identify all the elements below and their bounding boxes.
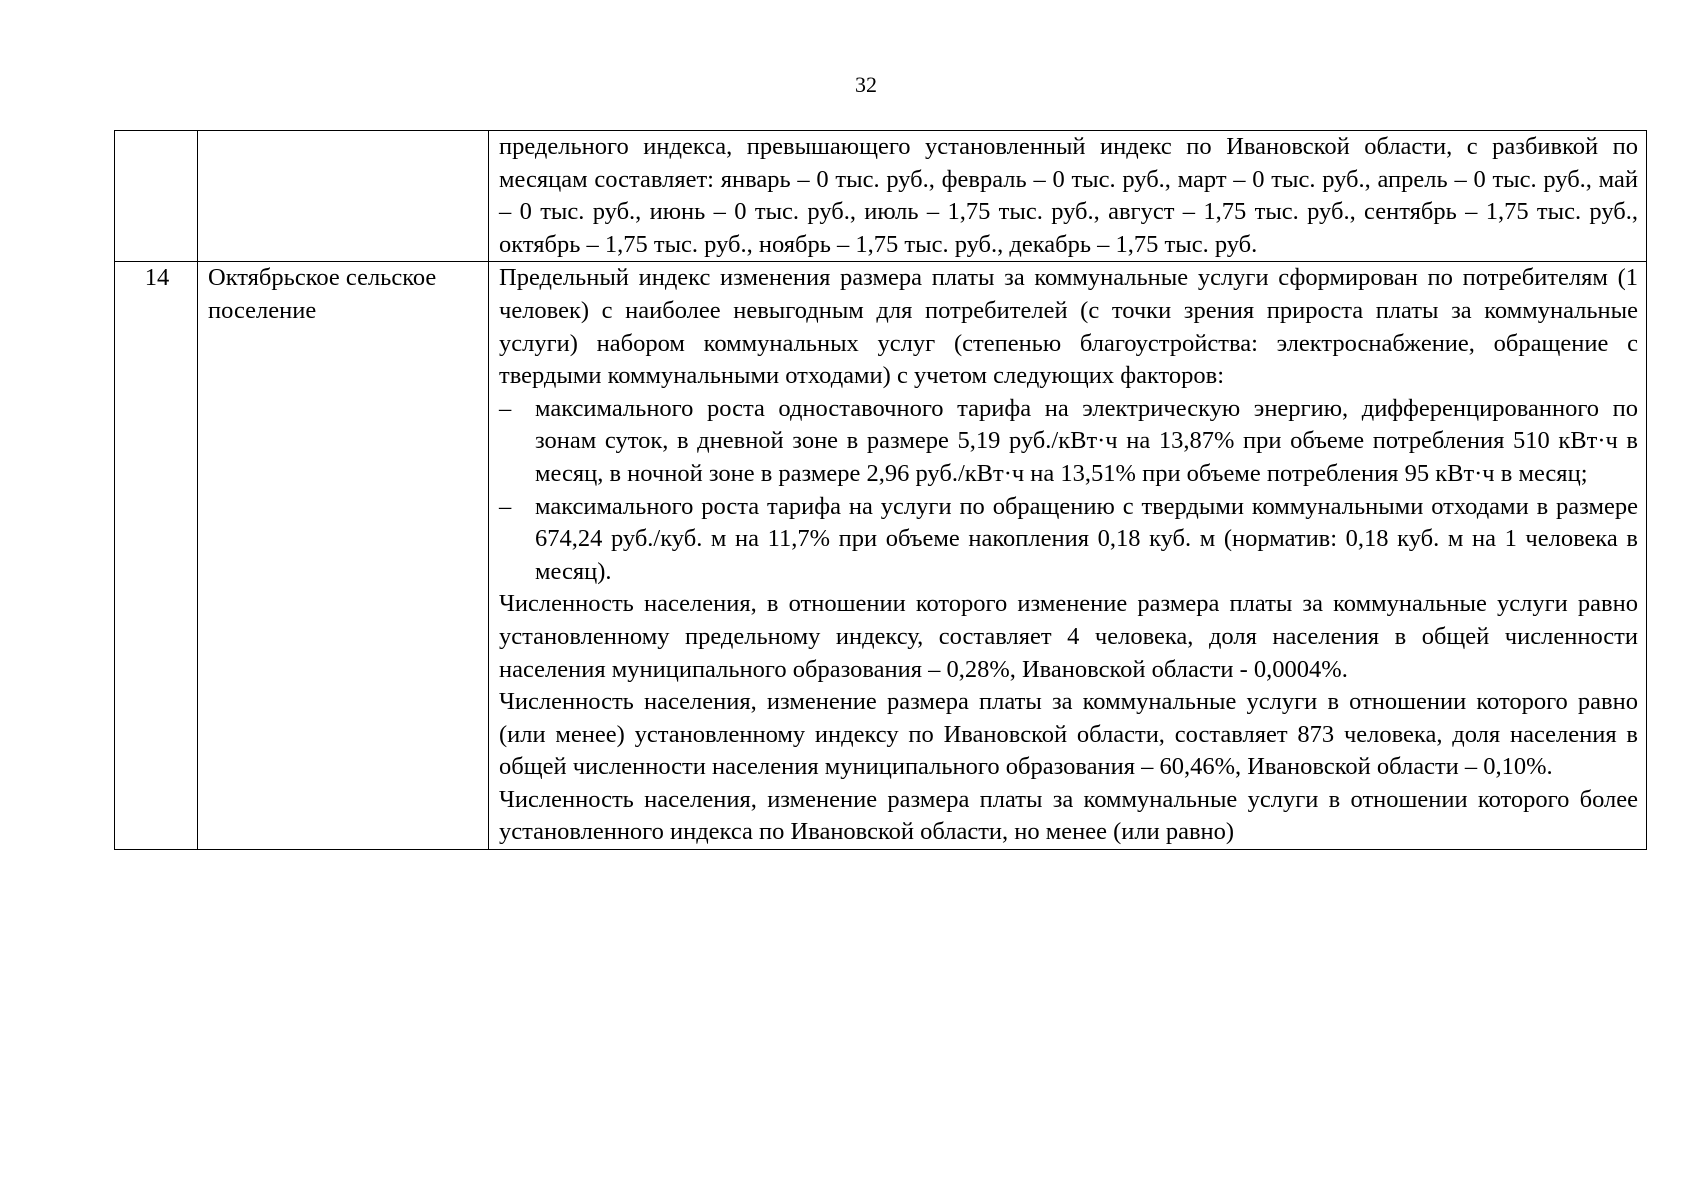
- municipality-name: Октябрьское сельское поселение: [198, 262, 489, 850]
- table-row-continuation: [115, 131, 1647, 262]
- intro-paragraph: Предельный индекс изменения размера платы за коммунальные услуги сформирован по потребителям (1 человек) с наиболее невыгодным для потребителей (с точки зрения прироста платы за коммунальные услуги) набором коммунальных услуг (степенью благоустройства: электроснабжение, обращение с твердыми коммунальными отходами) с учетом следующих факторов:: [499, 264, 1638, 390]
- bullet-item: [499, 491, 1638, 589]
- population-paragraph: Численность населения, изменение размера платы за коммунальные услуги в отношении которого более установленного индекса по Ивановской области, но менее (или равно): [499, 785, 1638, 846]
- bullet-text: максимального роста одноставочного тарифа на электрическую энергию, дифференцированного по зонам суток, в дневной зоне в размере 5,19 руб./кВт·ч на 13,87% при объеме потребления 510 кВт·ч в месяц, в ночной зоне в размере 2,96 руб./кВт·ч на 13,51% при объеме потребления 95 кВт·ч в месяц;: [535, 394, 1638, 487]
- population-paragraph: Численность населения, в отношении которого изменение размера платы за коммунальные услуги равно установленному предельному индексу, составляет 4 человека, доля населения в общей численности населения муниципального образования – 0,28%, Ивановской области - 0,0004%.: [499, 590, 1638, 683]
- page-number: 32: [855, 72, 877, 97]
- bullet-dash: –: [499, 492, 512, 520]
- indices-table: [114, 130, 1647, 850]
- row-number-cell: 14: [115, 262, 198, 850]
- description-cell: [489, 262, 1647, 850]
- bullet-dash: –: [499, 394, 512, 422]
- table-row-14: [115, 262, 1647, 850]
- description-cell: [489, 131, 1647, 262]
- row-number-cell: [115, 131, 198, 262]
- municipality-cell: [198, 131, 489, 262]
- continuation-text: предельного индекса, превышающего установленный индекс по Ивановской области, с разбивкой по месяцам составляет: январь – 0 тыс. руб., февраль – 0 тыс. руб., март – 0 тыс. руб., апрель – 0 тыс. руб., май – 0 тыс. руб., июнь – 0 тыс. руб., июль – 1,75 тыс. руб., август – 1,75 тыс. руб., сентябрь – 1,75 тыс. руб., октябрь – 1,75 тыс. руб., ноябрь – 1,75 тыс. руб., декабрь – 1,75 тыс. руб.: [499, 133, 1638, 258]
- bullet-text: максимального роста тарифа на услуги по обращению с твердыми коммунальными отходами в размере 674,24 руб./куб. м на 11,7% при объеме накопления 0,18 куб. м (норматив: 0,18 куб. м на 1 человека в месяц).: [535, 492, 1638, 585]
- population-paragraph: Численность населения, изменение размера платы за коммунальные услуги в отношении которого равно (или менее) установленному индексу по Ивановской области, составляет 873 человека, доля населения в общей численности населения муниципального образования – 60,46%, Ивановской области – 0,10%.: [499, 688, 1638, 781]
- bullet-item: [499, 393, 1638, 491]
